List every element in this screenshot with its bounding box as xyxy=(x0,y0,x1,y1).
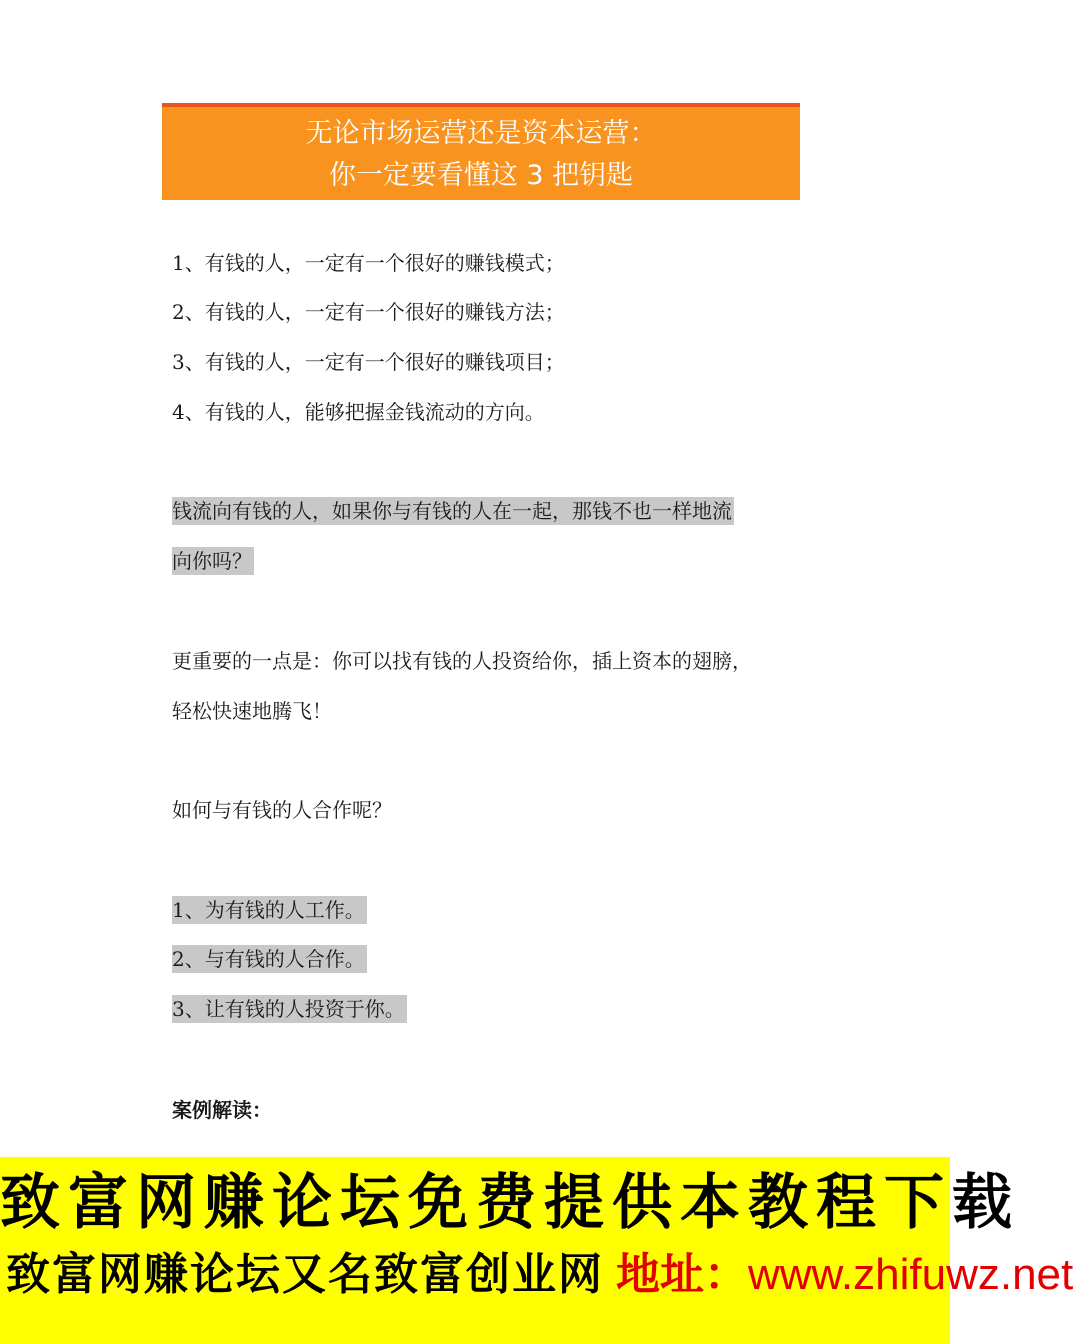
list1-item: 2、有钱的人，一定有一个很好的赚钱方法； xyxy=(172,300,565,324)
list2-item xyxy=(172,945,367,973)
promo-footer xyxy=(0,1157,1073,1344)
footer-url-link[interactable]: www.zhifuwz.net xyxy=(748,1250,1073,1299)
highlight-paragraph-line1 xyxy=(172,497,734,525)
footer-address-label: 地址： xyxy=(616,1249,748,1300)
highlight-text: 向你吗？ xyxy=(172,549,252,573)
list1-item: 4、有钱的人，能够把握金钱流动的方向。 xyxy=(172,400,545,424)
banner-title-line1: 无论市场运营还是资本运营： xyxy=(305,118,657,149)
footer-alias: 致富网赚论坛又名致富创业网 xyxy=(6,1249,604,1300)
title-banner xyxy=(162,103,800,200)
list2-item xyxy=(172,896,367,924)
banner-title-line2: 你一定要看懂这 3 把钥匙 xyxy=(328,160,634,191)
footer-headline: 致富网赚论坛免费提供本教程下载 xyxy=(0,1168,1020,1238)
list2-item-text: 2、与有钱的人合作。 xyxy=(172,947,365,971)
highlight-text: 钱流向有钱的人，如果你与有钱的人在一起，那钱不也一样地流 xyxy=(172,499,732,523)
highlight-paragraph-line2 xyxy=(172,547,254,575)
list2-item-text: 1、为有钱的人工作。 xyxy=(172,898,365,922)
question-text: 如何与有钱的人合作呢？ xyxy=(172,798,392,822)
footer-address-line xyxy=(6,1247,1073,1303)
list2-item xyxy=(172,995,407,1023)
important-paragraph-line1: 更重要的一点是：你可以找有钱的人投资给你，插上资本的翅膀， xyxy=(172,649,752,673)
list1-item: 1、有钱的人，一定有一个很好的赚钱模式； xyxy=(172,251,565,275)
list1-item: 3、有钱的人，一定有一个很好的赚钱项目； xyxy=(172,350,565,374)
list2-item-text: 3、让有钱的人投资于你。 xyxy=(172,997,405,1021)
important-paragraph-line2: 轻松快速地腾飞！ xyxy=(172,699,332,723)
case-heading: 案例解读： xyxy=(172,1098,272,1122)
